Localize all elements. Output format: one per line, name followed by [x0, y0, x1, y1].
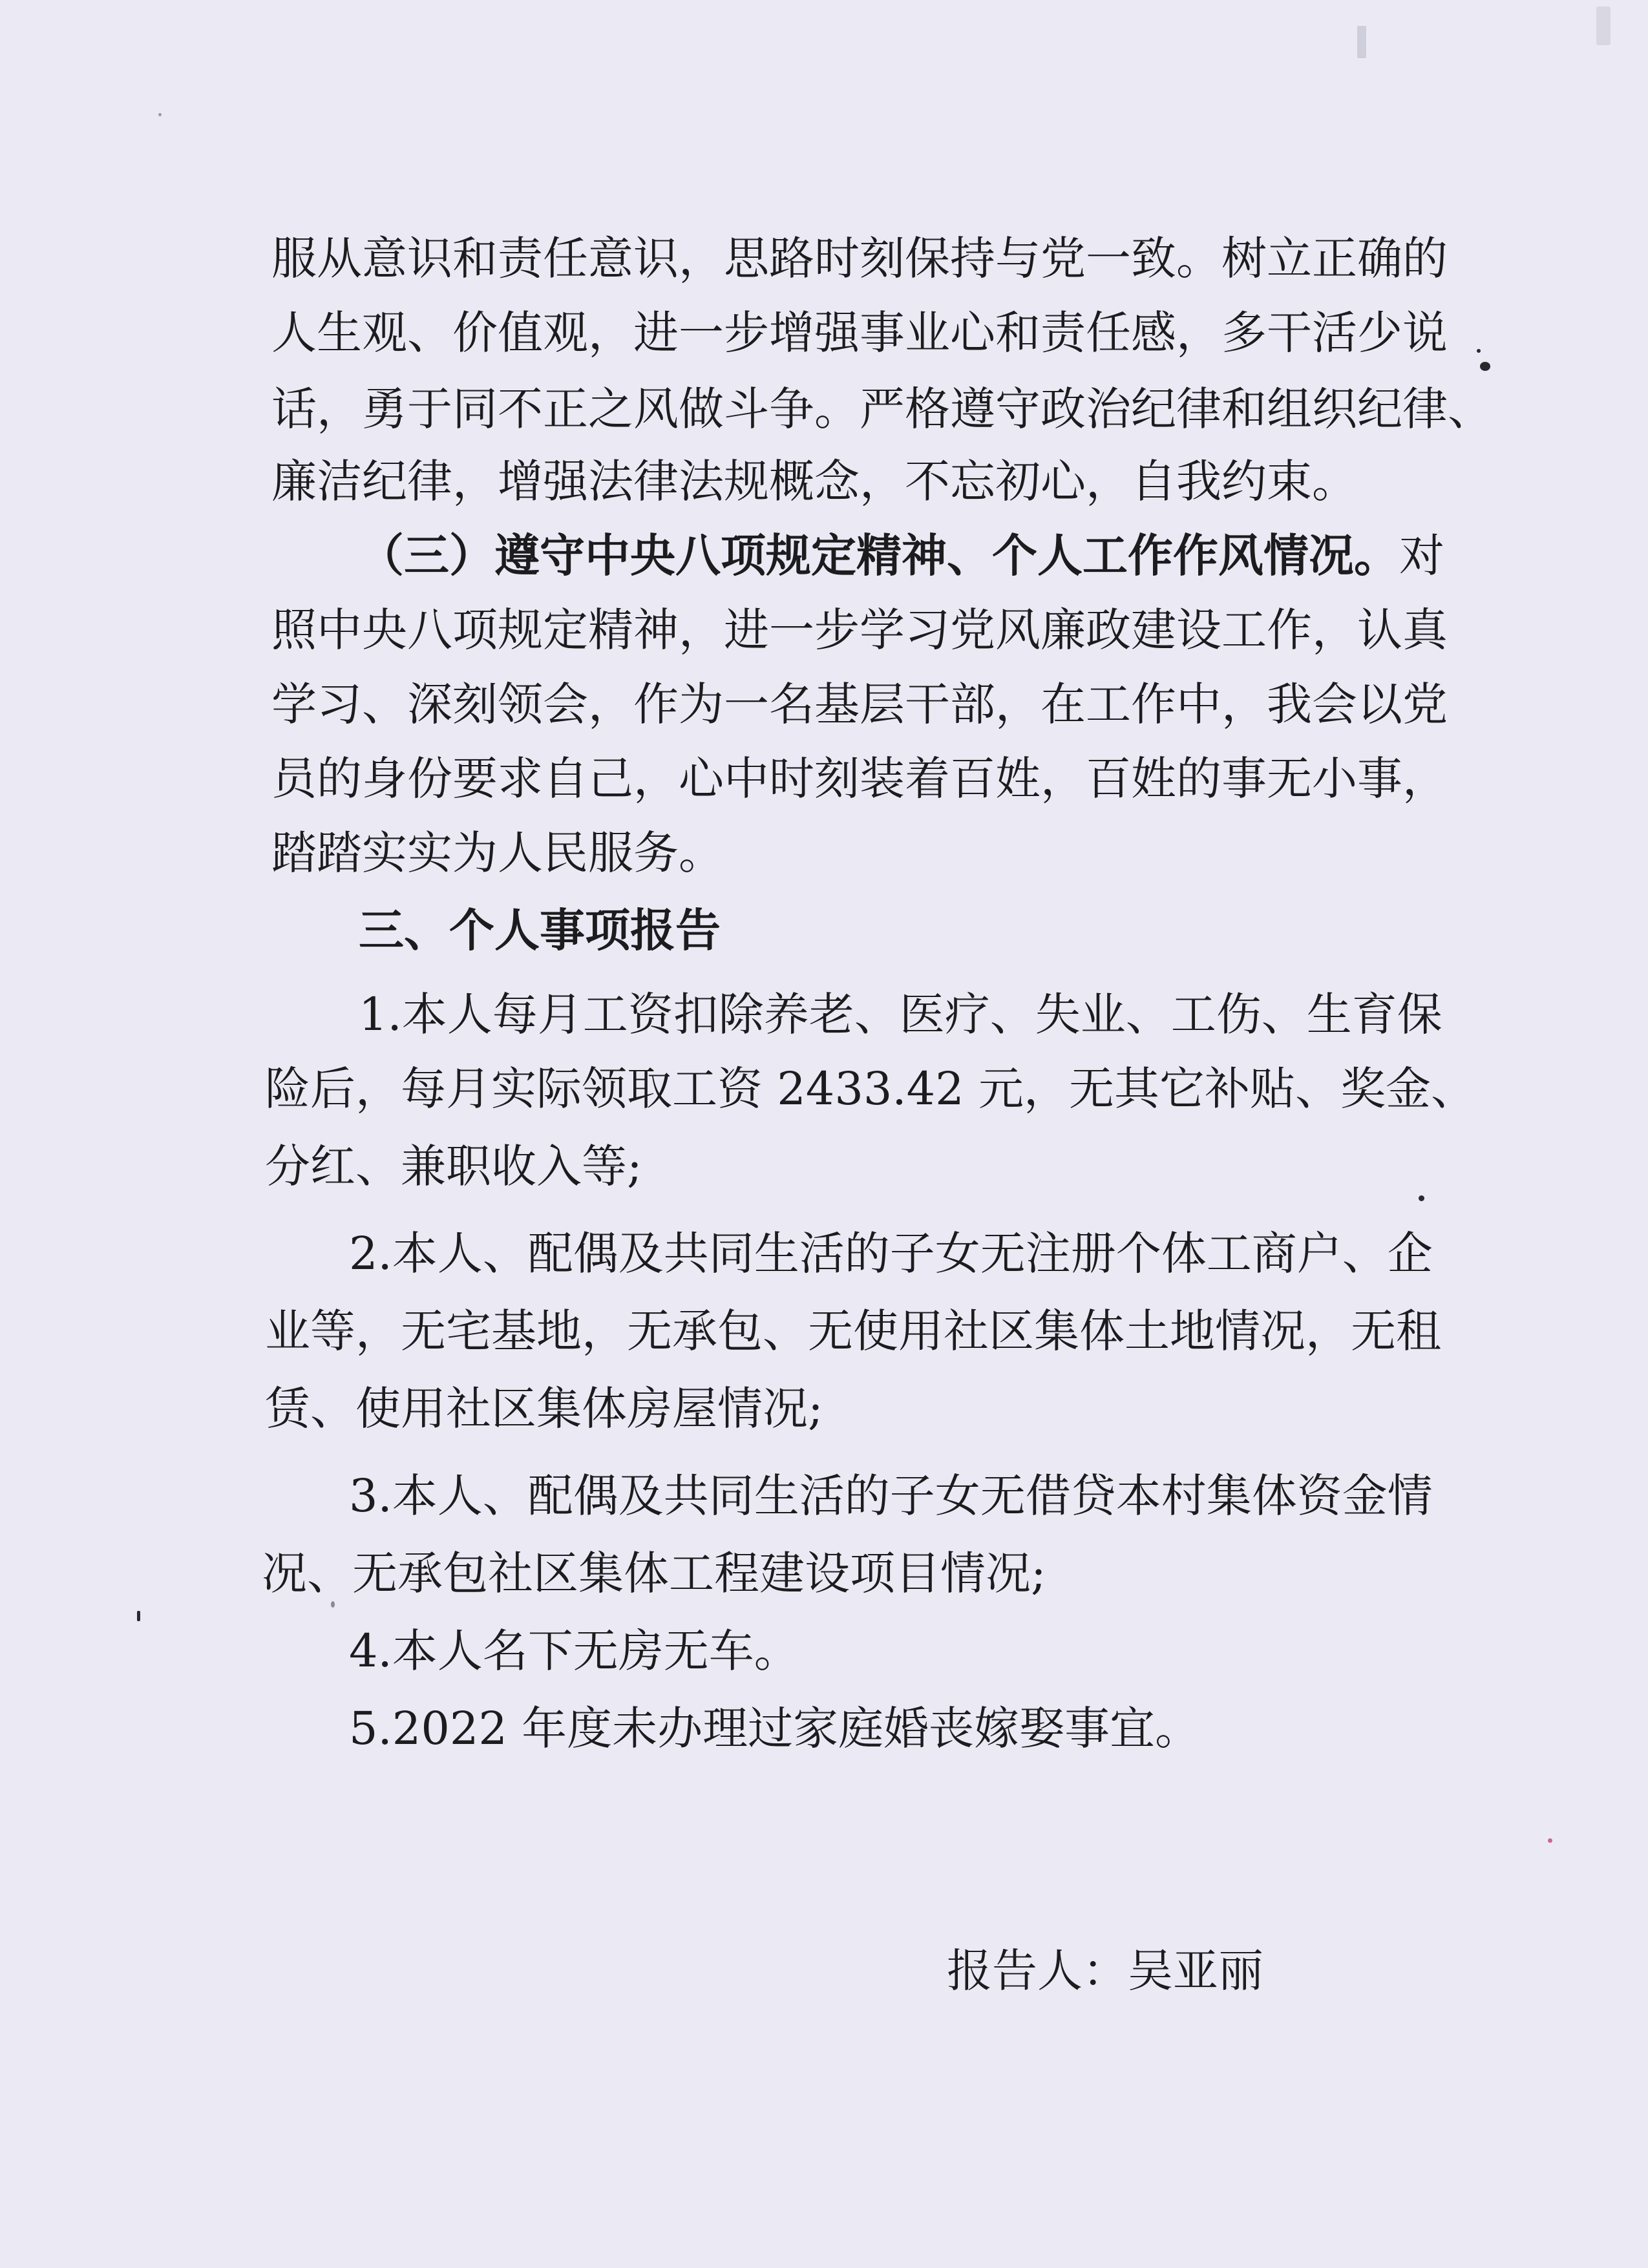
- scan-mark: [1357, 26, 1366, 58]
- part-heading: 三、个人事项报告: [359, 903, 721, 957]
- paragraph-line: 员的身份要求自己，心中时刻装着百姓，百姓的事无小事，: [271, 752, 1448, 805]
- list-item-line: 3.本人、配偶及共同生活的子女无借贷本村集体资金情: [349, 1469, 1433, 1522]
- list-item-line: 业等，无宅基地，无承包、无使用社区集体土地情况，无租: [265, 1305, 1441, 1358]
- paragraph-line: 廉洁纪律，增强法律法规概念，不忘初心，自我约束。: [271, 455, 1357, 508]
- paragraph-line: 人生观、价值观，进一步增强事业心和责任感，多干活少说: [271, 306, 1448, 359]
- paragraph-line: 踏踏实实为人民服务。: [271, 826, 724, 879]
- scan-speck: [1548, 1838, 1552, 1843]
- scan-speck: [331, 1601, 335, 1608]
- signature: 报告人：吴亚丽: [947, 1944, 1263, 1997]
- paragraph-line: 照中央八项规定精神，进一步学习党风廉政建设工作，认真: [271, 604, 1448, 656]
- scan-speck: [1419, 1195, 1424, 1201]
- paragraph-line: 服从意识和责任意识，思路时刻保持与党一致。树立正确的: [271, 232, 1448, 285]
- list-item-line: 况、无承包社区集体工程建设项目情况;: [262, 1547, 1046, 1600]
- scan-speck: [1477, 349, 1481, 353]
- paragraph-line: 话，勇于同不正之风做斗争。严格遵守政治纪律和组织纪律、: [271, 383, 1493, 436]
- paragraph-line: 学习、深刻领会，作为一名基层干部，在工作中，我会以党: [271, 678, 1448, 731]
- paragraph-fragment: 对: [1399, 529, 1444, 582]
- list-item-line: 险后，每月实际领取工资 2433.42 元，无其它补贴、奖金、: [265, 1062, 1476, 1115]
- scan-speck: [137, 1611, 140, 1621]
- list-item-line: 5.2022 年度未办理过家庭婚丧嫁娶事宜。: [349, 1702, 1201, 1755]
- section-heading-line: [359, 527, 1444, 585]
- list-item-line: 1.本人每月工资扣除养老、医疗、失业、工伤、生育保: [359, 988, 1442, 1041]
- list-item-line: 赁、使用社区集体房屋情况;: [265, 1382, 823, 1435]
- list-item-line: 4.本人名下无房无车。: [349, 1624, 799, 1677]
- list-item-line: 2.本人、配偶及共同生活的子女无注册个体工商户、企: [349, 1227, 1433, 1280]
- list-item-line: 分红、兼职收入等;: [265, 1140, 642, 1193]
- section-heading: （三）遵守中央八项规定精神、个人工作作风情况。: [359, 529, 1399, 582]
- scan-speck: [1480, 362, 1490, 371]
- scan-speck: [158, 113, 162, 116]
- scan-mark: [1596, 6, 1611, 45]
